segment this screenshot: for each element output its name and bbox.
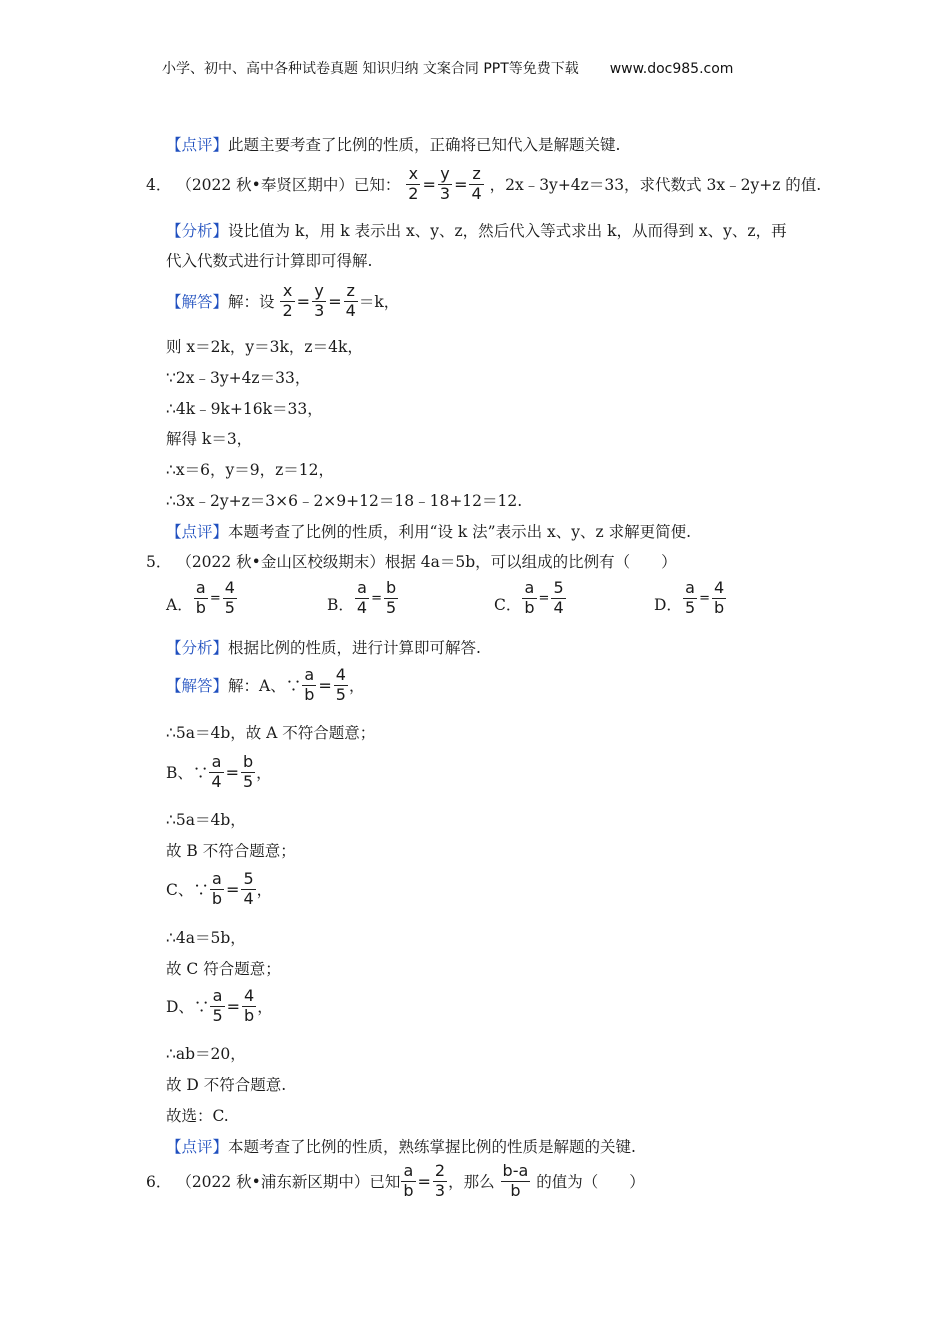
solution-text: B、∵ xyxy=(166,764,209,783)
solution-tag: 【解答】 xyxy=(166,677,229,696)
q4-analysis-line1 xyxy=(166,219,787,241)
header-banner xyxy=(162,58,733,78)
option-fraction-left: $\frac{a}{b}$ xyxy=(524,578,535,617)
solution-step: 则 x＝2k，y＝3k，z＝4k， xyxy=(166,338,363,356)
solution-line: ∴5a＝4b， xyxy=(166,811,246,829)
option-c[interactable]: C． $\frac{a}{b}$ = $\frac{5}{4}$ xyxy=(494,578,564,617)
solution-step: ∵2x﹣3y+4z＝33， xyxy=(166,369,311,387)
option-d[interactable]: D． $\frac{a}{5}$ = $\frac{4}{b}$ xyxy=(654,578,725,617)
comment-text: 本题考查了比例的性质，熟练掌握比例的性质是解题的关键. xyxy=(228,1138,636,1156)
q5-analysis xyxy=(166,636,481,658)
option-fraction-left: $\frac{a}{4}$ xyxy=(356,578,368,617)
fraction-2-3: $\frac{2}{3}$ xyxy=(434,1161,446,1200)
q5-solution-b: B、∵ $\frac{a}{4}$ = $\frac{b}{5}$ ， xyxy=(166,752,272,791)
q3-comment xyxy=(166,133,620,155)
fraction-5-4: $\frac{5}{4}$ xyxy=(243,869,254,908)
question-source: （2022 秋•浦东新区期中）已知 xyxy=(176,1173,401,1192)
question-text: （2022 秋•金山区校级期末）根据 4a＝5b，可以组成的比例有（ ） xyxy=(176,553,677,571)
option-label: C． xyxy=(494,596,522,615)
comma: ， xyxy=(348,677,365,696)
q6-stem: 6． （2022 秋•浦东新区期中）已知 $\frac{a}{b}$ = $\frac{2}{3}$ ，那么 $\frac{b-a}{b}$ 的值为（ ） xyxy=(146,1161,645,1200)
analysis-tag: 【分析】 xyxy=(166,222,229,240)
analysis-text: 根据比例的性质，进行计算即可解答. xyxy=(228,639,481,657)
option-fraction-left: $\frac{a}{5}$ xyxy=(684,578,696,617)
solution-line: ∴5a＝4b，故 A 不符合题意； xyxy=(166,724,376,742)
option-fraction-right: $\frac{5}{4}$ xyxy=(553,578,564,617)
option-b[interactable]: B． $\frac{a}{4}$ = $\frac{b}{5}$ xyxy=(327,578,397,617)
fraction-b-5: $\frac{b}{5}$ xyxy=(242,752,254,791)
q5-stem xyxy=(146,550,677,572)
header-text: 小学、初中、高中各种试卷真题 知识归纳 文案合同 PPT等免费下载 xyxy=(162,61,579,77)
q5-solution-a: 【解答】解：A、∵ $\frac{a}{b}$ = $\frac{4}{5}$ ， xyxy=(166,665,365,704)
fraction-4-b: $\frac{4}{b}$ xyxy=(244,986,255,1025)
solution-tail: ＝k， xyxy=(358,293,400,312)
fraction-a-b: $\frac{a}{b}$ xyxy=(403,1161,414,1200)
question-condition: ，2x﹣3y+4z＝33，求代数式 3x﹣2y+z 的值. xyxy=(489,176,822,195)
analysis-tag: 【分析】 xyxy=(166,639,229,657)
fraction-z-4: $\frac{z}{4}$ xyxy=(345,281,356,320)
question-number: 5． xyxy=(146,553,172,571)
option-label: D． xyxy=(654,596,682,615)
fraction-y-3: $\frac{y}{3}$ xyxy=(314,281,325,320)
option-fraction-right: $\frac{4}{5}$ xyxy=(224,578,235,617)
solution-tag: 【解答】 xyxy=(166,293,229,312)
option-fraction-left: $\frac{a}{b}$ xyxy=(195,578,206,617)
solution-line: 故 C 符合题意； xyxy=(166,960,281,978)
solution-line: ∴4a＝5b， xyxy=(166,929,246,947)
question-tail: 的值为（ ） xyxy=(536,1173,645,1192)
solution-text: 解：A、∵ xyxy=(228,677,302,696)
option-a[interactable]: A． $\frac{a}{b}$ = $\frac{4}{5}$ xyxy=(166,578,235,617)
question-number: 6． xyxy=(146,1173,172,1192)
fraction-4-5: $\frac{4}{5}$ xyxy=(335,665,346,704)
header-site-link[interactable]: www.doc985.com xyxy=(609,61,734,77)
question-mid: ，那么 xyxy=(448,1173,495,1192)
solution-step: ∴4k﹣9k+16k＝33， xyxy=(166,400,323,418)
fraction-a-b: $\frac{a}{b}$ xyxy=(304,665,315,704)
solution-line: ∴ab＝20， xyxy=(166,1045,246,1063)
fraction-a-b: $\frac{a}{b}$ xyxy=(211,869,223,908)
analysis-text: 设比值为 k，用 k 表示出 x、y、z，然后代入等式求出 k，从而得到 x、y、z，再 xyxy=(228,222,787,240)
solution-line: 故 B 不符合题意； xyxy=(166,842,296,860)
fraction-b-minus-a-over-b: $\frac{b-a}{b}$ xyxy=(502,1161,529,1200)
comment-tag: 【点评】 xyxy=(166,1138,229,1156)
fraction-y-3: $\frac{y}{3}$ xyxy=(439,164,451,203)
fraction-x-2: $\frac{x}{2}$ xyxy=(408,164,419,203)
solution-step: ∴x＝6，y＝9，z＝12， xyxy=(166,461,334,479)
option-label: B． xyxy=(327,596,354,615)
question-number: 4． xyxy=(146,176,172,195)
q4-solution-lead: 【解答】解：设 $\frac{x}{2}$ = $\frac{y}{3}$ = $\frac{z}{4}$ ＝k， xyxy=(166,281,400,320)
q4-stem: 4． （2022 秋•奉贤区期中）已知： $\frac{x}{2}$ = $\frac{y}{3}$ = $\frac{z}{4}$ ，2x﹣3y+4z＝33，求代数式 3x﹣2y+z 的值. xyxy=(146,164,822,203)
option-label: A． xyxy=(166,596,193,615)
fraction-a-4: $\frac{a}{4}$ xyxy=(211,752,222,791)
option-fraction-right: $\frac{4}{b}$ xyxy=(714,578,725,617)
solution-line: 故 D 不符合题意. xyxy=(166,1076,287,1094)
solution-step: ∴3x﹣2y+z＝3×6﹣2×9+12＝18﹣18+12＝12. xyxy=(166,492,523,510)
comma: ， xyxy=(257,998,273,1017)
solution-line: 故选：C. xyxy=(166,1107,229,1125)
comment-tag: 【点评】 xyxy=(166,523,229,541)
solution-step: 解得 k＝3， xyxy=(166,430,253,448)
fraction-a-5: $\frac{a}{5}$ xyxy=(212,986,223,1025)
q4-analysis-line2: 代入代数式进行计算即可得解. xyxy=(166,252,373,270)
option-fraction-right: $\frac{b}{5}$ xyxy=(385,578,397,617)
comment-text: 此题主要考查了比例的性质，正确将已知代入是解题关键. xyxy=(228,136,621,154)
q5-solution-d: D、∵ $\frac{a}{5}$ = $\frac{4}{b}$ ， xyxy=(166,986,273,1025)
q4-comment xyxy=(166,520,691,542)
solution-text: D、∵ xyxy=(166,998,210,1017)
comment-text: 本题考查了比例的性质，利用“设 k 法”表示出 x、y、z 求解更简便. xyxy=(228,523,692,541)
fraction-x-2: $\frac{x}{2}$ xyxy=(282,281,293,320)
question-source: （2022 秋•奉贤区期中）已知： xyxy=(176,176,401,195)
comma: ， xyxy=(256,764,272,783)
q5-solution-c: C、∵ $\frac{a}{b}$ = $\frac{5}{4}$ ， xyxy=(166,869,273,908)
solution-text: 解：设 xyxy=(228,293,275,312)
solution-text: C、∵ xyxy=(166,881,209,900)
fraction-z-4: $\frac{z}{4}$ xyxy=(471,164,482,203)
comma: ， xyxy=(256,881,273,900)
comment-tag: 【点评】 xyxy=(166,136,229,154)
q5-comment xyxy=(166,1135,636,1157)
